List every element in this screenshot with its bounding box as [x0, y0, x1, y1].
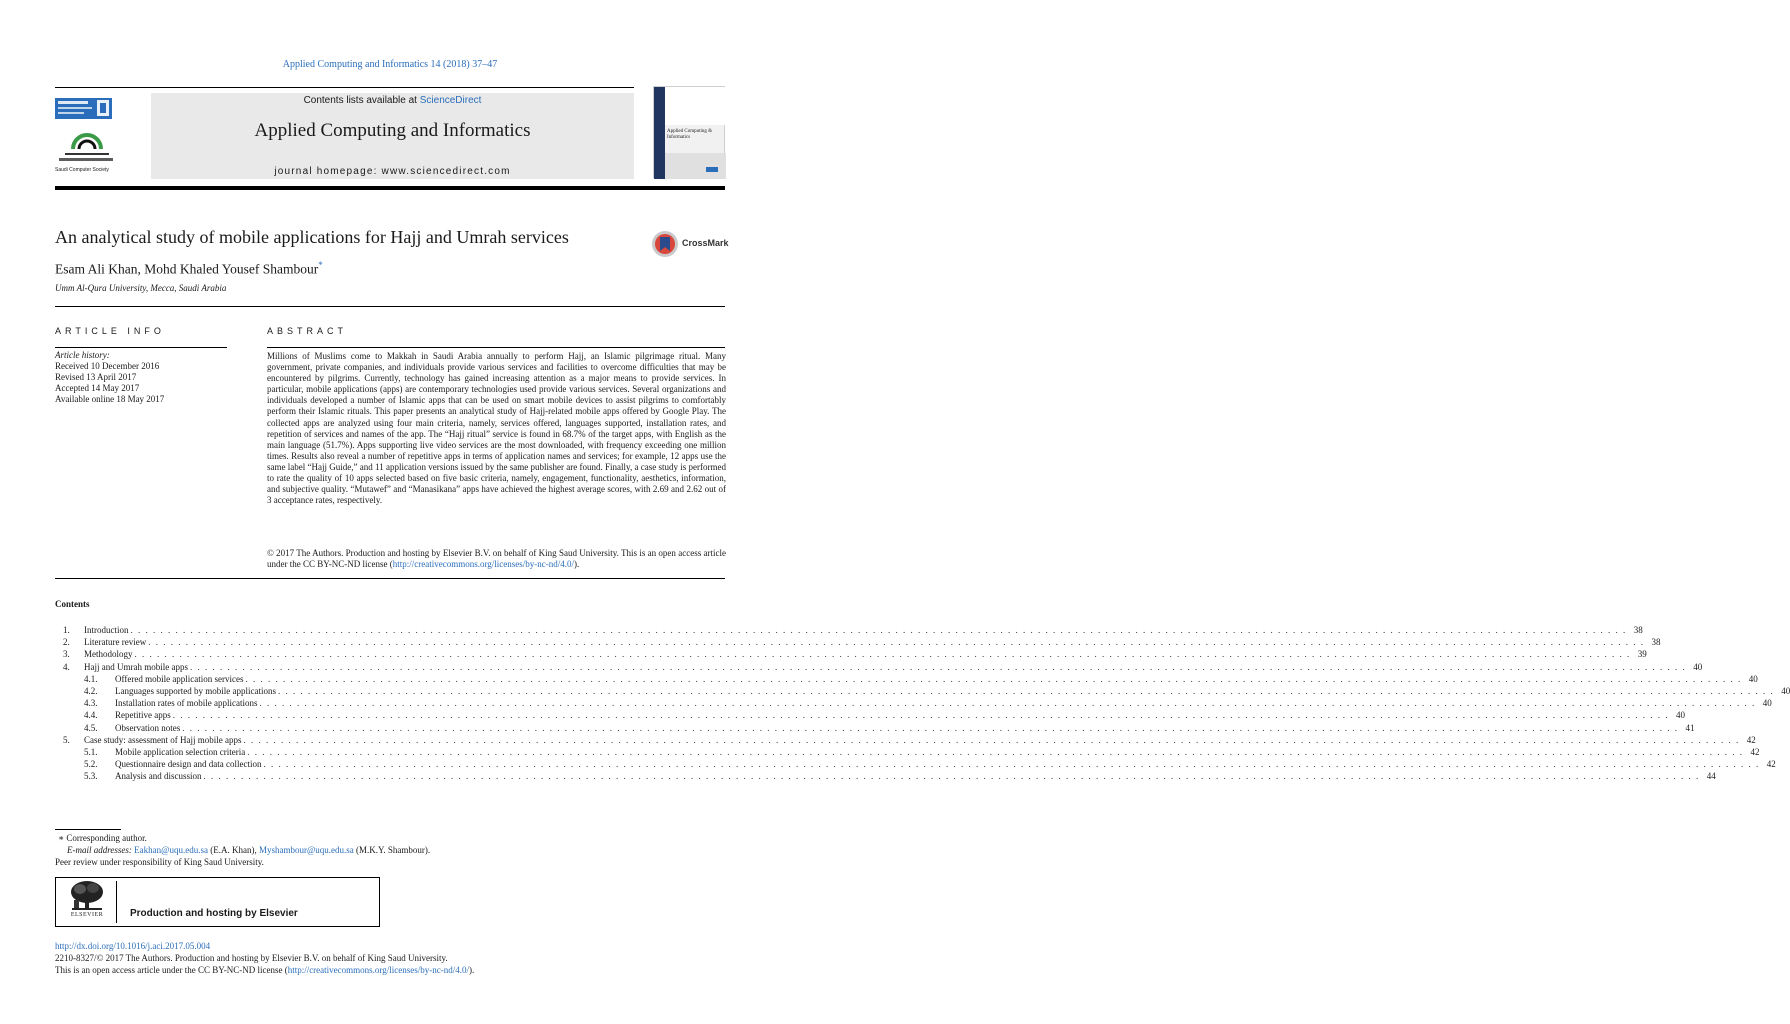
- email-link-shambour[interactable]: Myshambour@uqu.edu.sa: [258, 845, 354, 855]
- toc-row[interactable]: [63, 709, 1685, 721]
- toc-number: 4.4.: [84, 710, 98, 721]
- toc-entry-title[interactable]: Installation rates of mobile applications: [115, 698, 258, 709]
- toc-row[interactable]: [63, 722, 1695, 734]
- toc-page-number: 40: [1762, 698, 1772, 709]
- contents-prefix: Contents lists available at: [303, 95, 420, 106]
- toc-number: 5.1.: [84, 746, 98, 757]
- email-addresses-note: [67, 845, 430, 855]
- toc-entry-title[interactable]: Mobile application selection criteria: [115, 746, 246, 757]
- cover-spine: [654, 87, 665, 179]
- journal-citation[interactable]: Applied Computing and Informatics 14 (2018) 37–47: [282, 59, 498, 70]
- toc-leader-dots: . . . . . . . . . . . . . . . . . . . . . . . . . . . . . . . . . . . . . . . . . . . . . . . . . . . . . . . . . . . . . . . . . . . . . . . . . . . . . . . . . . . . . . . . . . . . . . . . . . . . . . . . . . . . . . . . . . . . . . . . . . . . . . . . . . . . . . . . . . . . . . . . . . . . . . . . . . . . . . . . . . . . . . . . . . . . . . . . . . . . . . . . . . . . . . . . . . . . . . . .: [277, 685, 1775, 696]
- saudi-computer-society-label: Saudi Computer Society: [55, 167, 109, 173]
- cc-license-link[interactable]: http://creativecommons.org/licenses/by-nc-nd/4.0/: [392, 559, 575, 570]
- article-authors: [55, 260, 323, 278]
- cover-top-panel: [665, 87, 726, 125]
- sciencedirect-link[interactable]: ScienceDirect: [419, 95, 482, 106]
- toc-entry-title[interactable]: Methodology: [84, 649, 133, 660]
- journal-cover-thumbnail: [653, 86, 725, 178]
- toc-number: 4.2.: [84, 685, 98, 696]
- article-info-heading: ARTICLE INFO: [55, 326, 165, 336]
- toc-page-number: 41: [1685, 722, 1695, 733]
- toc-entry-title[interactable]: Analysis and discussion: [115, 771, 202, 782]
- toc-number: 4.5.: [84, 722, 98, 733]
- email-owner-khan: (E.A. Khan),: [207, 845, 259, 855]
- elsevier-tree-icon: [66, 880, 108, 912]
- elsevier-wordmark: ELSEVIER: [70, 912, 104, 918]
- toc-page-number: 42: [1766, 759, 1776, 770]
- toc-number: 5.: [63, 734, 70, 745]
- toc-row[interactable]: [63, 770, 1716, 782]
- cover-title: Applied Computing & Informatics: [667, 129, 712, 140]
- abstract-bottom-rule: [55, 578, 725, 579]
- peer-review-note: Peer review under responsibility of King Saud University.: [55, 857, 264, 867]
- corresponding-author-note: ∗ Corresponding author.: [58, 833, 147, 843]
- toc-leader-dots: . . . . . . . . . . . . . . . . . . . . . . . . . . . . . . . . . . . . . . . . . . . . . . . . . . . . . . . . . . . . . . . . . . . . . . . . . . . . . . . . . . . . . . . . . . . . . . . . . . . . . . . . . . . . . . . . . . . . . . . . . . . . . . . . . . . . . . . . . . . . . . . . . . . . . . . . . . . . . . . . . . . . . . . . . . . . . . . . . . . . . . . . . . . . . . . . . . . . . . . .: [134, 649, 1631, 660]
- history-accepted: Accepted 14 May 2017: [55, 383, 140, 393]
- toc-leader-dots: . . . . . . . . . . . . . . . . . . . . . . . . . . . . . . . . . . . . . . . . . . . . . . . . . . . . . . . . . . . . . . . . . . . . . . . . . . . . . . . . . . . . . . . . . . . . . . . . . . . . . . . . . . . . . . . . . . . . . . . . . . . . . . . . . . . . . . . . . . . . . . . . . . . . . . . . . . . . . . . . . . . . . . . . . . . . . . . . . . . . . . . . . . . . . . . . . . . . . . . .: [259, 698, 1756, 709]
- crossmark-badge[interactable]: [651, 230, 741, 260]
- toc-row[interactable]: [63, 661, 1703, 673]
- abstract-rule: [267, 347, 725, 348]
- toc-number: 5.3.: [84, 771, 98, 782]
- toc-page-number: 40: [1748, 673, 1758, 684]
- toc-entry-title[interactable]: Offered mobile application services: [115, 673, 244, 684]
- toc-entry-title[interactable]: Hajj and Umrah mobile apps: [84, 661, 188, 672]
- toc-number: 5.2.: [84, 759, 98, 770]
- toc-page-number: 42: [1750, 746, 1760, 757]
- toc-leader-dots: . . . . . . . . . . . . . . . . . . . . . . . . . . . . . . . . . . . . . . . . . . . . . . . . . . . . . . . . . . . . . . . . . . . . . . . . . . . . . . . . . . . . . . . . . . . . . . . . . . . . . . . . . . . . . . . . . . . . . . . . . . . . . . . . . . . . . . . . . . . . . . . . . . . . . . . . . . . . . . . . . . . . . . . . . . . . . . . . . . . . . . . . . . . . . . . . . . . . . . . .: [243, 734, 1740, 745]
- email-link-khan[interactable]: Eakhan@uqu.edu.sa: [134, 845, 208, 855]
- toc-page-number: 38: [1651, 637, 1661, 648]
- toc-leader-dots: . . . . . . . . . . . . . . . . . . . . . . . . . . . . . . . . . . . . . . . . . . . . . . . . . . . . . . . . . . . . . . . . . . . . . . . . . . . . . . . . . . . . . . . . . . . . . . . . . . . . . . . . . . . . . . . . . . . . . . . . . . . . . . . . . . . . . . . . . . . . . . . . . . . . . . . . . . . . . . . . . . . . . . . . . . . . . . . . . . . . . . . . . . . . . . . . . . . . . . . .: [247, 746, 1744, 757]
- toc-page-number: 44: [1706, 771, 1716, 782]
- header-top-rule: [55, 87, 634, 88]
- toc-leader-dots: . . . . . . . . . . . . . . . . . . . . . . . . . . . . . . . . . . . . . . . . . . . . . . . . . . . . . . . . . . . . . . . . . . . . . . . . . . . . . . . . . . . . . . . . . . . . . . . . . . . . . . . . . . . . . . . . . . . . . . . . . . . . . . . . . . . . . . . . . . . . . . . . . . . . . . . . . . . . . . . . . . . . . . . . . . . . . . . . . . . . . . . . . . . . . . . . . . . . . . . .: [245, 673, 1742, 684]
- toc-row[interactable]: [63, 697, 1772, 709]
- toc-number: 2.: [63, 637, 70, 648]
- article-history: [55, 350, 164, 405]
- oa-license-link[interactable]: http://creativecommons.org/licenses/by-nc-nd/4.0/: [287, 965, 469, 975]
- toc-leader-dots: . . . . . . . . . . . . . . . . . . . . . . . . . . . . . . . . . . . . . . . . . . . . . . . . . . . . . . . . . . . . . . . . . . . . . . . . . . . . . . . . . . . . . . . . . . . . . . . . . . . . . . . . . . . . . . . . . . . . . . . . . . . . . . . . . . . . . . . . . . . . . . . . . . . . . . . . . . . . . . . . . . . . . . . . . . . . . . . . . . . . . . . . . . . . . . . . . . . . . . . .: [189, 661, 1687, 672]
- email-owner-shambour: (M.K.Y. Shambour).: [353, 845, 431, 855]
- toc-row[interactable]: [63, 673, 1758, 685]
- history-received: Received 10 December 2016: [55, 361, 160, 371]
- issn-copyright: 2210-8327/© 2017 The Authors. Production and hosting by Elsevier B.V. on behalf of King Saud University.: [55, 953, 448, 963]
- table-of-contents: [63, 624, 1790, 782]
- toc-leader-dots: . . . . . . . . . . . . . . . . . . . . . . . . . . . . . . . . . . . . . . . . . . . . . . . . . . . . . . . . . . . . . . . . . . . . . . . . . . . . . . . . . . . . . . . . . . . . . . . . . . . . . . . . . . . . . . . . . . . . . . . . . . . . . . . . . . . . . . . . . . . . . . . . . . . . . . . . . . . . . . . . . . . . . . . . . . . . . . . . . . . . . . . . . . . . . . . . . . . . . . . .: [130, 625, 1627, 635]
- toc-page-number: 40: [1693, 661, 1703, 672]
- toc-row[interactable]: [63, 648, 1647, 660]
- footnote-rule: [55, 829, 121, 830]
- copyright-text: © 2017 The Authors. Production and hosting by Elsevier B.V. on behalf of King Saud University. This is an open access article under the CC BY-NC-ND license (: [267, 548, 726, 570]
- open-access-close: ).: [468, 965, 475, 975]
- toc-entry-title[interactable]: Introduction: [84, 625, 129, 635]
- toc-entry-title[interactable]: Literature review: [84, 637, 147, 648]
- toc-page-number: 39: [1637, 649, 1647, 660]
- society-logos: [55, 97, 145, 177]
- toc-leader-dots: . . . . . . . . . . . . . . . . . . . . . . . . . . . . . . . . . . . . . . . . . . . . . . . . . . . . . . . . . . . . . . . . . . . . . . . . . . . . . . . . . . . . . . . . . . . . . . . . . . . . . . . . . . . . . . . . . . . . . . . . . . . . . . . . . . . . . . . . . . . . . . . . . . . . . . . . . . . . . . . . . . . . . . . . . . . . . . . . . . . . . . . . . . . . . . . . . . . . . . . .: [263, 759, 1760, 770]
- header-thick-rule: [55, 186, 725, 190]
- toc-entry-title[interactable]: Questionnaire design and data collection: [115, 759, 262, 770]
- toc-leader-dots: . . . . . . . . . . . . . . . . . . . . . . . . . . . . . . . . . . . . . . . . . . . . . . . . . . . . . . . . . . . . . . . . . . . . . . . . . . . . . . . . . . . . . . . . . . . . . . . . . . . . . . . . . . . . . . . . . . . . . . . . . . . . . . . . . . . . . . . . . . . . . . . . . . . . . . . . . . . . . . . . . . . . . . . . . . . . . . . . . . . . . . . . . . . . . . . . . . . . . . . .: [182, 722, 1679, 733]
- abstract-heading: ABSTRACT: [267, 326, 348, 336]
- toc-number: 4.3.: [84, 698, 98, 709]
- open-access-note: [55, 965, 474, 975]
- article-info-rule: [55, 347, 227, 348]
- history-label: Article history:: [55, 350, 110, 360]
- king-saud-university-logo: [55, 97, 145, 177]
- toc-leader-dots: . . . . . . . . . . . . . . . . . . . . . . . . . . . . . . . . . . . . . . . . . . . . . . . . . . . . . . . . . . . . . . . . . . . . . . . . . . . . . . . . . . . . . . . . . . . . . . . . . . . . . . . . . . . . . . . . . . . . . . . . . . . . . . . . . . . . . . . . . . . . . . . . . . . . . . . . . . . . . . . . . . . . . . . . . . . . . . . . . . . . . . . . . . . . . . . . . . . . . . . .: [148, 637, 1645, 648]
- toc-entry-title[interactable]: Languages supported by mobile applications: [115, 685, 276, 696]
- crossmark-label: CrossMark: [682, 238, 729, 248]
- abstract-copyright: [267, 548, 726, 570]
- email-label: E-mail addresses:: [67, 845, 135, 855]
- toc-row[interactable]: [63, 685, 1790, 697]
- toc-leader-dots: . . . . . . . . . . . . . . . . . . . . . . . . . . . . . . . . . . . . . . . . . . . . . . . . . . . . . . . . . . . . . . . . . . . . . . . . . . . . . . . . . . . . . . . . . . . . . . . . . . . . . . . . . . . . . . . . . . . . . . . . . . . . . . . . . . . . . . . . . . . . . . . . . . . . . . . . . . . . . . . . . . . . . . . . . . . . . . . . . . . . . . . . . . . . . . . . . . . . . . . .: [203, 771, 1700, 782]
- history-revised: Revised 13 April 2017: [55, 372, 137, 382]
- article-title: An analytical study of mobile applications for Hajj and Umrah services: [55, 227, 569, 247]
- production-divider: [116, 881, 117, 923]
- toc-number: 4.1.: [84, 673, 98, 684]
- toc-row[interactable]: [63, 746, 1760, 758]
- toc-page-number: 42: [1746, 734, 1756, 745]
- abstract-text: Millions of Muslims come to Makkah in Saudi Arabia annually to perform Hajj, an Islamic pilgrimage ritual. Many government, private companies, and individuals provide various services and facilities to overcome difficulties that may be encountered by pilgrims. Currently, technology has gained increasing attention as a major means to provide services. In particular, mobile applications (apps) are contemporary technologies used provide various services. Several organizations and individuals developed a number of Islamic apps that can be used on smart mobile devices to assist pilgrims to comfortably perform their Islamic rituals. This paper presents an analytical study of Hajj-related mobile apps offered by Google Play. The collected apps are analyzed using four main criteria, namely, services offered, languages supported, installation rates, and repetition of services and names of the app. The “Hajj ritual” service is found in 68.7% of the target apps, with English as the main language (51.7%). Apps supporting live video services are the most downloaded, with frequency exceeding one million times. Results also reveal a number of repetitive apps in terms of application names and services; for example, 12 apps use the same label “Hajj Guide,” and 11 application versions issued by the same publisher are found. Finally, a case study is performed to rate the quality of 10 apps selected based on five basic criteria, namely, engagement, functionality, aesthetics, information, and subjective quality. “Mutawef” and “Manasikana” apps have achieved the highest average scores, with 2.69 and 2.62 out of 3 acceptance rates, respectively.: [267, 351, 726, 506]
- toc-row[interactable]: [63, 734, 1756, 746]
- journal-name: Applied Computing and Informatics: [254, 120, 531, 141]
- contents-available-line: [151, 95, 634, 106]
- toc-number: 1.: [63, 625, 70, 635]
- toc-entry-title[interactable]: Repetitive apps: [115, 710, 171, 721]
- toc-row[interactable]: [63, 758, 1776, 770]
- cover-publisher-mark: [706, 167, 718, 172]
- toc-number: 4.: [63, 661, 70, 672]
- toc-page-number: 40: [1676, 710, 1685, 721]
- author-affiliation: Umm Al-Qura University, Mecca, Saudi Arabia: [55, 283, 227, 293]
- history-online: Available online 18 May 2017: [55, 394, 165, 404]
- copyright-close: ).: [574, 559, 580, 570]
- journal-homepage[interactable]: journal homepage: www.sciencedirect.com: [274, 166, 511, 177]
- toc-number: 3.: [63, 649, 70, 660]
- doi-link[interactable]: http://dx.doi.org/10.1016/j.aci.2017.05.004: [55, 941, 211, 951]
- toc-entry-title[interactable]: Observation notes: [115, 722, 181, 733]
- toc-entry-title[interactable]: Case study: assessment of Hajj mobile apps: [84, 734, 242, 745]
- toc-page-number: 38: [1633, 625, 1643, 635]
- toc-row[interactable]: [63, 624, 1643, 636]
- cover-bottom-panel: [665, 153, 726, 179]
- crossmark-icon: [651, 230, 679, 258]
- author-names: Esam Ali Khan, Mohd Khaled Yousef Shambour: [55, 261, 319, 277]
- contents-title: Contents: [55, 599, 90, 609]
- production-hosting-label: Production and hosting by Elsevier: [130, 908, 298, 919]
- toc-leader-dots: . . . . . . . . . . . . . . . . . . . . . . . . . . . . . . . . . . . . . . . . . . . . . . . . . . . . . . . . . . . . . . . . . . . . . . . . . . . . . . . . . . . . . . . . . . . . . . . . . . . . . . . . . . . . . . . . . . . . . . . . . . . . . . . . . . . . . . . . . . . . . . . . . . . . . . . . . . . . . . . . . . . . . . . . . . . . . . . . . . . . . . . . . . . . . . . . . . . . . . . .: [172, 710, 1669, 721]
- toc-row[interactable]: [63, 636, 1661, 648]
- title-rule: [55, 306, 725, 307]
- corresponding-author-mark[interactable]: *: [318, 260, 323, 270]
- toc-page-number: 40: [1781, 685, 1790, 696]
- open-access-text: This is an open access article under the CC BY-NC-ND license (: [55, 965, 288, 975]
